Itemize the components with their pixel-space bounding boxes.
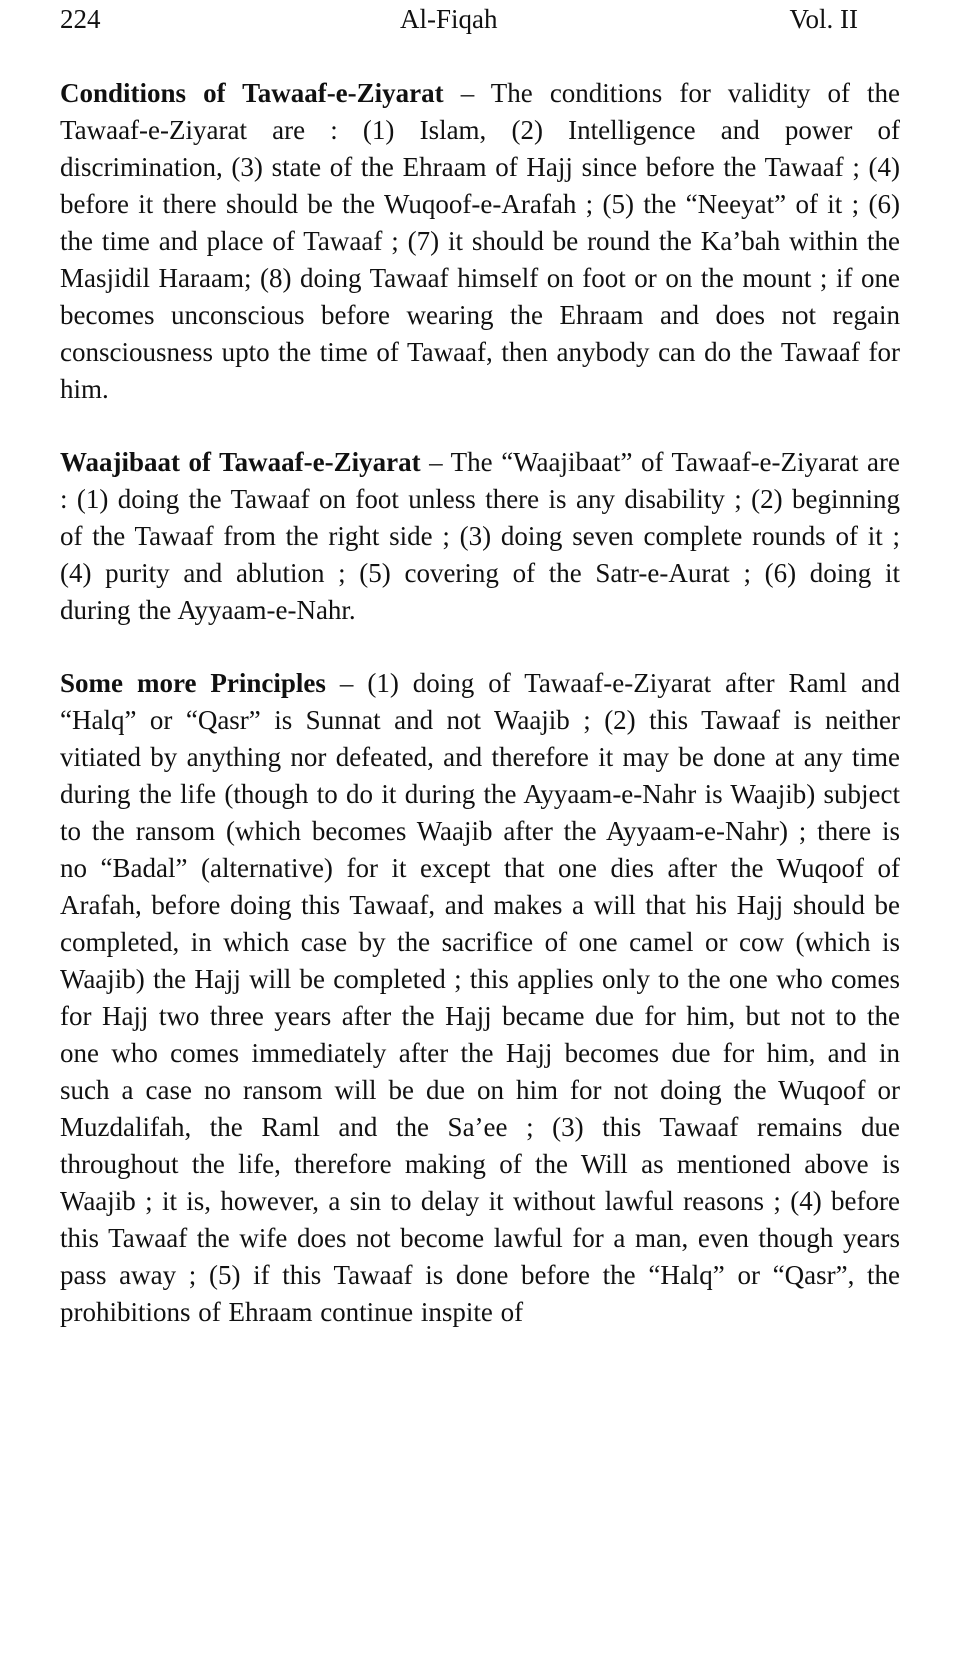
book-page <box>60 0 900 1331</box>
paragraph-text: – The conditions for validity of the Tawaaf-e-Ziyarat are : (1) Islam, (2) Intelligence and power of discrimination, (3) state of the Ehraam of Hajj since before the Tawaaf ; (4) before it there should be the Wuqoof-e-Arafah ; (5) the “Neeyat” of it ; (6) the time and place of Tawaaf ; (7) it should be round the Ka’bah within the Masjidil Haraam; (8) doing Tawaaf himself on foot or on the mount ; if one becomes unconscious before wearing the Ehraam and does not regain consciousness upto the time of Tawaaf, then anybody can do the Tawaaf for him. <box>60 78 901 404</box>
paragraph-heading: Conditions of Tawaaf-e-Ziyarat <box>60 78 444 108</box>
volume-label: Vol. II <box>789 4 858 34</box>
paragraph-principles <box>60 665 900 1331</box>
page-number: 224 <box>60 4 101 34</box>
paragraph-heading: Waajibaat of Tawaaf-e-Ziyarat <box>60 447 421 477</box>
paragraph-text: – The “Waajibaat” of Tawaaf-e-Ziyarat are : (1) doing the Tawaaf on foot unless there is any disability ; (2) beginning of the Tawaaf from the right side ; (3) doing seven complete rounds of it ; (4) purity and ablution ; (5) covering of the Satr-e-Aurat ; (6) doing it during the Ayyaam-e-Nahr. <box>60 447 900 625</box>
paragraph-heading: Some more Principles <box>60 668 326 698</box>
paragraph-conditions <box>60 75 900 408</box>
paragraph-waajibaat <box>60 444 900 629</box>
book-title: Al-Fiqah <box>400 4 498 34</box>
running-header <box>60 0 900 60</box>
paragraph-text: – (1) doing of Tawaaf-e-Ziyarat after Raml and “Halq” or “Qasr” is Sunnat and not Waajib ; (2) this Tawaaf is neither vitiated by anything nor defeated, and therefore it may be done at any time during the life (though to do it during the Ayyaam-e-Nahr is Waajib) subject to the ransom (which becomes Waajib after the Ayyaam-e-Nahr) ; there is no “Badal” (alternative) for it except that one dies after the Wuqoof of Arafah, before doing this Tawaaf, and makes a will that his Hajj should be completed, in which case by the sacrifice of one camel or cow (which is Waajib) the Hajj will be completed ; this applies only to the one who comes for Hajj two three years after the Hajj became due for him, but not to the one who comes immediately after the Hajj becomes due for him, and in such a case no ransom will be due on him for not doing the Wuqoof or Muzdalifah, the Raml and the Sa’ee ; (3) this Tawaaf remains due throughout the life, therefore making of the Will as mentioned above is Waajib ; it is, however, a sin to delay it without lawful reasons ; (4) before this Tawaaf the wife does not become lawful for a man, even though years pass away ; (5) if this Tawaaf is done before the “Halq” or “Qasr”, the prohibitions of Ehraam continue inspite of <box>60 668 901 1327</box>
